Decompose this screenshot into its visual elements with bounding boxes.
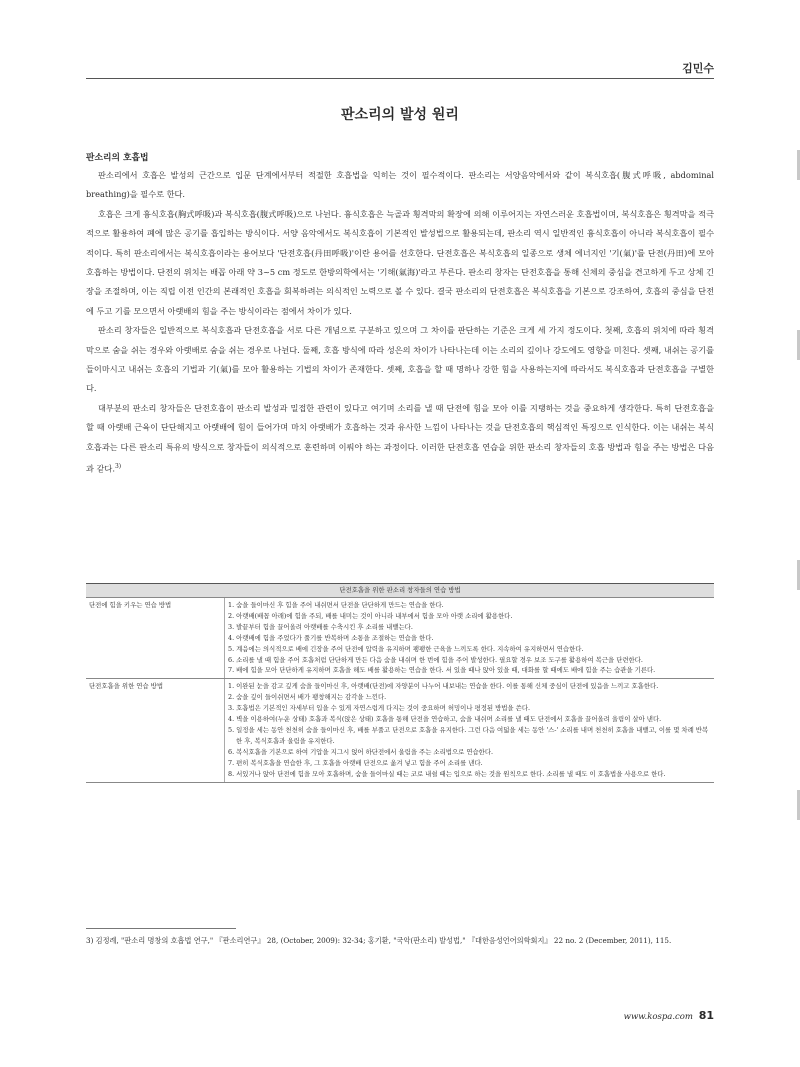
table-row [86, 679, 714, 782]
paragraph [86, 399, 714, 479]
list-item: 6. 소리를 낼 때 힘을 주어 호흡처럼 단단하게 만든 다음 숨을 내쉬며 한 번에 힘을 주어 발성한다. 필요할 경우 보조 도구를 활용하여 복근을 단련한다. [228, 655, 643, 664]
table-row-items [225, 598, 715, 679]
page-number: 81 [698, 1009, 714, 1022]
running-head [86, 60, 714, 79]
list-item: 2. 숨을 깊이 들이쉬면서 배가 팽창해지는 감각을 느낀다. [228, 693, 387, 702]
list-item: 3. 발끝부터 힘을 끌어올려 아랫배를 수축시킨 후 소리를 내뱉는다. [228, 622, 413, 631]
list-item: 1. 이완된 눈을 감고 깊게 숨을 들이마신 후, 아랫배(단전)에 자양분이 나누어 내보내는 연습을 한다. 이를 통해 신체 중심이 단전에 있음을 느끼고 호흡한다. [228, 682, 659, 691]
paragraph: 호흡은 크게 흉식호흡(胸式呼吸)과 복식호흡(腹式呼吸)으로 나뉜다. 흉식호흡은 늑골과 횡격막의 확장에 의해 이루어지는 자연스러운 호흡법이며, 복식호흡은 횡격막을 적극적으로 활용하여 폐에 많은 공기를 흡입하는 방식이다. 서양 음악에서도 복식호흡이 기본적인 발성법으로 활용되는데, 판소리 역시 일반적인 흉식호흡이 아니라 복식호흡이 필수적이다. 특히 판소리에서는 복식호흡이라는 용어보다 '단전호흡(丹田呼吸)'이란 용어를 선호한다. 단전호흡은 복식호흡의 일종으로 생체 에너지인 '기(氣)'를 단전(丹田)에 모아 호흡하는 방법이다. 단전의 위치는 배꼽 아래 약 3~5 cm 정도로 한방의학에서는 '기해(氣海)'라고 부른다. 판소리 창자는 단전호흡을 통해 신체의 중심을 견고하게 두고 상체 긴장을 조절하며, 이는 직립 이전 인간의 본래적인 호흡을 회복하려는 의식적인 노력으로 볼 수 있다. 결국 판소리의 단전호흡은 복식호흡을 기본으로 강조하여, 호흡의 중심을 단전에 두고 기를 모으면서 아랫배의 힘을 주는 방식이라는 점에서 차이가 있다. [86, 208, 714, 316]
list-item: 4. 벽을 이용하여(누운 상태) 호흡과 복식(앉은 상태) 호흡을 통해 단전을 연습하고, 숨을 내쉬며 소리를 낼 때도 단전에서 호흡을 끌어올려 울림이 살아 낸다. [228, 715, 662, 724]
list-item: 6. 복식호흡을 기본으로 하여 기압을 지그시 얹어 하단전에서 울림을 주는 소리법으로 연습한다. [228, 747, 494, 756]
table-row [86, 598, 714, 679]
table-row-category: 단전호흡을 위한 연습 방법 [86, 679, 225, 782]
paragraph-text: 대부분의 판소리 창자들은 단전호흡이 판소리 발성과 밀접한 관련이 있다고 여기며 소리를 낼 때 단전에 힘을 모아 이를 지탱하는 것을 중요하게 생각한다. 특히 단전호흡을 할 때 아랫배 근육이 단단해지고 아랫배에 힘이 들어가며 마치 아랫배가 호흡하는 것과 유사한 느낌이 나타나는 것을 단전호흡의 핵심적인 특징으로 인식한다. 이는 내쉬는 복식호흡과는 다른 판소리 특유의 방식으로 창자들이 의식적으로 훈련하며 이뤄야 하는 과정이다. 이러한 단전호흡 연습을 위한 판소리 창자들의 호흡 방법과 힘을 주는 방법은 다음과 같다. [86, 402, 714, 474]
list-item: 7. 배에 힘을 모아 단단하게 유지하며 호흡을 해도 배를 활용하는 연습을 한다. 서 있을 때나 앉아 있을 때, 대화를 할 때에도 배에 힘을 주는 습관을 기른다. [228, 666, 656, 675]
running-head-author: 김민수 [682, 62, 714, 75]
page-footer [624, 1009, 714, 1022]
paragraph-text: 판소리 창자들은 일반적으로 복식호흡과 단전호흡을 서로 다른 개념으로 구분하고 있으며 그 차이를 판단하는 기준은 크게 세 가지 정도이다. 첫째, 호흡의 위치에 따라 횡격막으로 숨을 쉬는 경우와 아랫배로 숨을 쉬는 경우로 나뉜다. 둘째, 호흡 방식에 따라 성은의 차이가 나타나는데 이는 소리의 깊이나 강도에도 영향을 미친다. 셋째, 내쉬는 공기를 들이마시고 내쉬는 호흡의 기법과 기(氣)를 모아 활용하는 기법의 차이가 존재한다. 셋째, 호흡을 할 때 명하나 강한 힘을 사용하는지에 따라서도 복식호흡과 단전호흡을 구별한다. [86, 325, 714, 394]
list-item: 5. 일정을 세는 동안 천천히 숨을 들이마신 후, 배를 부풀고 단전으로 호흡을 유지한다. 그런 다음 여덟을 세는 동안 '스-' 소리를 내며 천천히 호흡을 내뱉고, 이를 몇 차례 반복한 후, 복식호흡과 울림을 유지한다. [228, 725, 709, 745]
footnote: 3) 김정례, "판소리 명창의 호흡법 연구," 『판소리연구』 28, (October, 2009): 32-34; 홍기환, "국악(판소리) 발성법," 『대한음성언어의학회지』 22 no. 2 (December, 2011), 115. [86, 936, 672, 945]
footnote-marker: 3) [114, 463, 122, 471]
section-heading: 판소리의 호흡법 [86, 153, 149, 163]
table-caption: 단전호흡을 위한 판소리 창자들의 연습 방법 [86, 584, 714, 598]
list-item: 8. 서있거나 앉아 단전에 힘을 모아 호흡하며, 숨을 들이마실 때는 코로 내쉴 때는 입으로 하는 것을 원칙으로 한다. 소리를 낼 때도 이 호흡법을 사용으로 한다. [228, 769, 666, 778]
list-item: 7. 편히 복식호흡을 연습한 후, 그 호흡을 아랫배 단전으로 옮겨 넣고 힘을 주어 소리를 낸다. [228, 758, 483, 767]
footer-url: www.kospa.com [623, 1012, 693, 1022]
list-item: 1. 숨을 들이마신 후 힘을 주어 내쉬면서 단전을 단단하게 만드는 연습을 한다. [228, 601, 444, 609]
paragraph [86, 321, 714, 399]
table-header-row [86, 584, 714, 598]
list-item: 4. 아랫배에 힘을 주었다가 풀기를 반복하며 소통을 조절하는 연습을 한다. [228, 633, 434, 642]
article-title: 판소리의 발성 원리 [341, 107, 459, 123]
list-item: 5. 계음에는 의식적으로 배에 긴장을 주어 단전에 압력을 유지하며 팽팽한 근육을 느끼도록 한다. 지속하여 유지하면서 연습한다. [228, 644, 584, 653]
footnote-divider [86, 928, 236, 929]
article-body [86, 150, 714, 479]
practice-methods-table [86, 583, 714, 783]
list-item: 2. 아랫배(배꼽 아래)에 힘을 주되, 배를 내미는 것이 아니라 내부에서 힘을 모아 아랫 소리에 활용한다. [228, 611, 513, 620]
table-row-category: 단전에 힘을 키우는 연습 방법 [86, 598, 225, 679]
list-item: 3. 호흡법은 기본적인 자세부터 입을 수 있게 자연스럽게 다지는 것이 중요하며 허밍이나 평정된 방법을 쓴다. [228, 704, 531, 713]
paragraph: 판소리에서 호흡은 발성의 근간으로 입문 단계에서부터 적절한 호흡법을 익히는 것이 필수적이다. 판소리는 서양음악에서와 같이 복식호흡(腹式呼吸, abdominal breathing)을 필수로 한다. [86, 170, 714, 200]
table-row-items [225, 679, 715, 782]
